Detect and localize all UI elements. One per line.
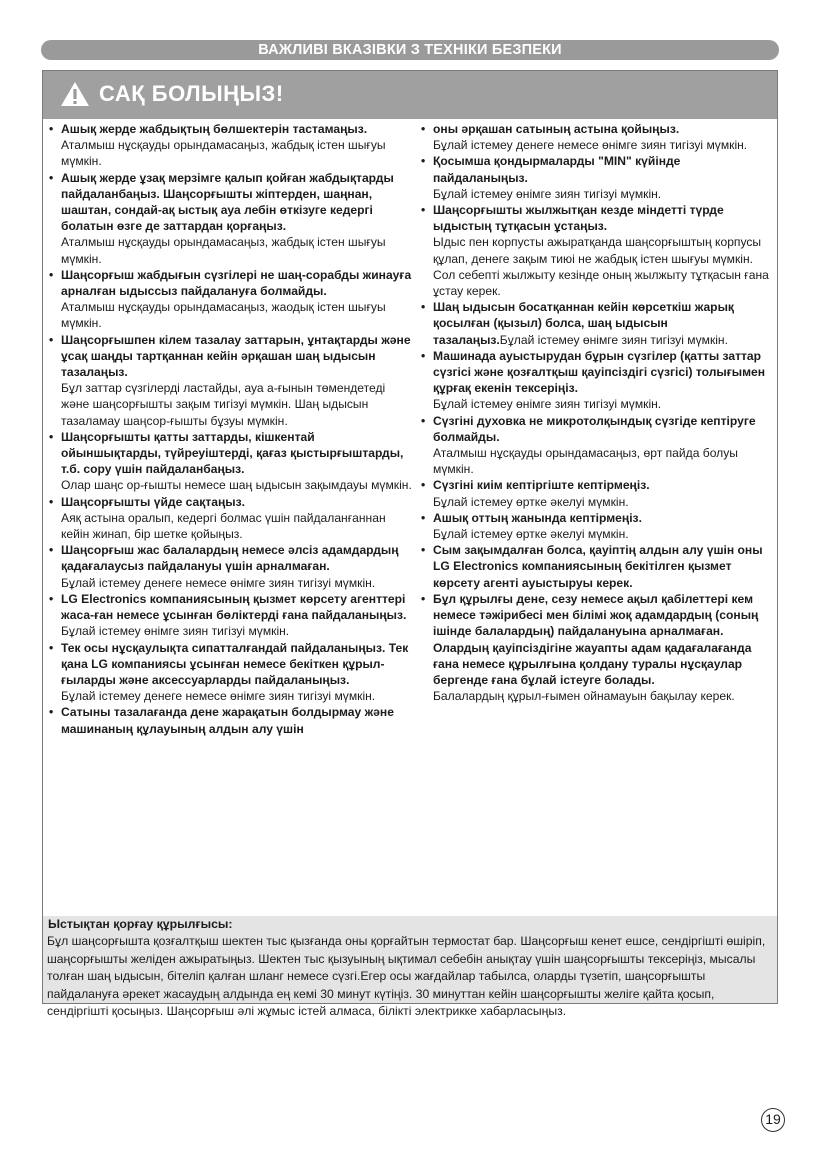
item-heading: Шаңсорғыш жас балалардың немесе әлсіз адамдардың қадағалаусыз пайдалануы үшін арналмаған.: [61, 543, 399, 574]
item-text: Бұлай істемеу денеге немесе өнімге зиян тигізуі мүмкін.: [433, 138, 748, 153]
item-text: Балалардың құрыл-ғымен ойнамауын бақылау керек.: [433, 689, 735, 704]
left-column: [49, 121, 413, 737]
caution-banner: [43, 71, 777, 119]
page-header-title: ВАЖЛИВІ ВКАЗІВКИ З ТЕХНІКИ БЕЗПЕКИ: [258, 42, 562, 58]
item-heading: Шаңсорғышты жылжытқан кезде міндетті түрде ыдыстың тұтқасын ұстаңыз.: [433, 203, 724, 234]
item-heading: LG Electronics компаниясының қызмет көрсету агенттері жаса-ған немесе ұсынған бөліктерді ғана пайдаланыңыз.: [61, 591, 407, 623]
item-heading: Шаңсорғышты қатты заттарды, кішкентай ойыншықтарды, түйреуіштерді, қағаз қыстырғыштарды, т.б. сору үшін пайдаланбаңыз.: [61, 429, 404, 477]
caution-item: • Ашық жерде ұзақ мерзімге қалып қойған жабдықтарды пайдаланбаңыз. Шаңсорғышты жіптерден, шаңнан, шаштан, сондай-ақ ыстық ауа лебін өткізуге кедергі болатын өзге де заттардан қорғаңыз. Аталмыш нұсқауды орындамасаңыз, жабдық істен шығуы мүмкін.: [49, 170, 413, 267]
item-text: Бұл заттар сүзгілерді ластайды, ауа а-ғынын төмендетеді және шаңсорғышты зақым тигізуі мүмкін. Шаң ыдысын тазаламау шаңсор-ғышты бұзуы мүмкін.: [61, 381, 386, 428]
caution-frame: [42, 70, 778, 932]
item-heading: Сүзгіні духовка не микротолқындық сүзгіде кептіруге болмайды.: [433, 413, 756, 444]
item-text: Бұлай істемеу өнімге зиян тигізуі мүмкін.: [499, 332, 728, 347]
item-heading: Бұл құрылғы дене, сезу немесе ақыл қабілеттері кем немесе тәжірибесі мен білімі жоқ адамдардың (соның ішінде балалардың) пайдалануына арналмаған. Олардың қауіпсіздігіне жауапты адам қадағалағанда ғана немесе құрылғына қолдану туралы нұсқаулар бергенде ғана бұлай істеуге болады.: [433, 591, 759, 687]
warning-triangle-icon: [60, 81, 90, 107]
caution-item: • Бұл құрылғы дене, сезу немесе ақыл қабілеттері кем немесе тәжірибесі мен білімі жоқ адамдардың (соның ішінде балалардың) пайдалануына арналмаған. Олардың қауіпсіздігіне жауапты адам қадағалағанда ғана немесе құрылғына қолдану туралы нұсқаулар бергенде ғана бұлай істеуге болады. Балалардың құрыл-ғымен ойнамауын бақылау керек.: [421, 591, 771, 704]
item-heading: Сатыны тазалағанда дене жарақатын болдырмау және машинаның құлауының алдын алу үшін: [61, 705, 394, 736]
caution-item: • Сатыны тазалағанда дене жарақатын болдырмау және машинаның құлауының алдын алу үшін: [49, 704, 413, 736]
caution-item: • Ашық оттың жанында кептірмеңіз. Бұлай істемеу өртке әкелуі мүмкін.: [421, 510, 771, 542]
caution-item: • Шаңсорғышпен кілем тазалау заттарын, ұнтақтарды және ұсақ шаңды тартқаннан кейін әрқашан шаң ыдысын тазалаңыз. Бұл заттар сүзгілерді ластайды, ауа а-ғынын төмендетеді және шаңсорғышты зақым тигізуі мүмкін. Шаң ыдысын тазаламау шаңсор-ғышты бұзуы мүмкін.: [49, 332, 413, 429]
item-heading: Сым зақымдалған болса, қауіптің алдын алу үшін оны LG Electronics компаниясының бекітілген қызмет көрсету агенті ауыстыруы керек.: [433, 543, 763, 590]
item-text: Олар шаңс ор-ғышты немесе шаң ыдысын зақымдауы мүмкін.: [61, 478, 412, 493]
page-header-bar: [41, 40, 779, 60]
item-heading: Машинада ауыстырудан бұрын сүзгілер (қатты заттар сүзгісі және қозғалтқыш қауіпсіздігі сүзгісі) толығымен құрғақ екенін тексеріңіз.: [433, 348, 766, 396]
overheat-protection-title: Ыстықтан қорғау құрылғысы:: [48, 917, 233, 931]
caution-item: • Шаңсорғыш жабдығын сүзгілері не шаң-сорабды жинауға арналған ыдыссыз пайдалануға болмайды. Аталмыш нұсқауды орындамасаңыз, жаодық істен шығуы мүмкін.: [49, 267, 412, 331]
item-text: Бұлай істемеу өнімге зиян тигізуі мүмкін.: [433, 186, 662, 201]
caution-item: • Тек осы нұсқаулықта сипатталғандай пайдаланыңыз. Тек қана LG компаниясы ұсынған немесе бекіткен құрыл-ғыларды және аксессуарларды пайдаланыңыз. Бұлай істемеу денеге немесе өнімге зиян тигізуі мүмкін.: [49, 640, 413, 705]
caution-item: • LG Electronics компаниясының қызмет көрсету агенттері жаса-ған немесе ұсынған бөліктерді ғана пайдаланыңыз. Бұлай істемеу өнімге зиян тигізуі мүмкін.: [49, 591, 413, 640]
right-column: [421, 121, 771, 704]
caution-item: • Ашық жерде жабдықтың бөлшектерін тастамаңыз. Аталмыш нұсқауды орындамасаңыз, жабдық істен шығуы мүмкін.: [49, 121, 413, 170]
caution-item: • Шаң ыдысын босатқаннан кейін көрсеткіш жарық қосылған (қызыл) болса, шаң ыдысын тазалаңыз.Бұлай істемеу өнімге зиян тигізуі мүмкін.: [421, 300, 734, 347]
item-text: Аталмыш нұсқауды орындамасаңыз, жабдық істен шығуы мүмкін.: [61, 138, 386, 169]
item-text: Аталмыш нұсқауды орындамасаңыз, өрт пайда болуы мүмкін.: [433, 446, 738, 477]
caution-title: САҚ БОЛЫҢЫЗ!: [99, 81, 284, 106]
item-heading: Тек осы нұсқаулықта сипатталғандай пайдаланыңыз. Тек қана LG компаниясы ұсынған немесе бекіткен құрыл-ғыларды және аксессуарларды пайдаланыңыз.: [61, 640, 409, 687]
item-heading: Ашық жерде жабдықтың бөлшектерін тастамаңыз.: [61, 122, 368, 136]
item-heading: Шаңсорғышты үйде сақтаңыз.: [61, 494, 245, 509]
caution-item: • Сүзгіні киім кептіргіште кептірмеңіз. Бұлай істемеу өртке әкелуі мүмкін.: [421, 477, 771, 509]
item-heading: Шаңсорғыш жабдығын сүзгілері не шаң-сорабды жинауға арналған ыдыссыз пайдалануға болмайды.: [61, 267, 412, 299]
item-text: Аяқ астына оралып, кедергі болмас үшін пайдаланғаннан кейін жинап, бір шетке қойыңыз.: [61, 510, 386, 542]
item-text: Бұлай істемеу өнімге зиян тигізуі мүмкін.: [433, 397, 662, 412]
caution-item: • оны әрқашан сатының астына қойыңыз. Бұлай істемеу денеге немесе өнімге зиян тигізуі мүмкін.: [421, 121, 771, 153]
page-number: 19: [761, 1108, 785, 1132]
item-text: Бұлай істемеу өртке әкелуі мүмкін.: [433, 527, 629, 542]
caution-item: • Шаңсорғышты үйде сақтаңыз. Аяқ астына оралып, кедергі болмас үшін пайдаланғаннан кейін жинап, бір шетке қойыңыз.: [49, 494, 413, 543]
item-heading: Шаң ыдысын босатқаннан кейін көрсеткіш жарық қосылған (қызыл) болса, шаң ыдысын тазалаңыз.: [433, 300, 734, 347]
caution-item: • Шаңсорғышты жылжытқан кезде міндетті түрде ыдыстың тұтқасын ұстаңыз. Ыдыс пен корпусты ажыратқанда шаңсорғыштың корпусы құлап, денеге зақым тиюі не жабдық істен шығуы мүмкін. Сол себепті жылжыту кезінде оның жылжыту тұтқасын ғана ұстау керек.: [421, 202, 771, 299]
caution-item: • Шаңсорғышты қатты заттарды, кішкентай ойыншықтарды, түйреуіштерді, қағаз қыстырғыштарды, т.б. сору үшін пайдаланбаңыз. Олар шаңс ор-ғышты немесе шаң ыдысын зақымдауы мүмкін.: [49, 429, 412, 493]
item-heading: Шаңсорғышпен кілем тазалау заттарын, ұнтақтарды және ұсақ шаңды тартқаннан кейін әрқашан шаң ыдысын тазалаңыз.: [61, 332, 411, 380]
item-heading: Қосымша қондырмаларды "MIN" күйінде пайдаланыңыз.: [433, 154, 681, 185]
item-text: Аталмыш нұсқауды орындамасаңыз, жабдық істен шығуы мүмкін.: [61, 235, 386, 266]
caution-item: • Қосымша қондырмаларды "MIN" күйінде пайдаланыңыз. Бұлай істемеу өнімге зиян тигізуі мүмкін.: [421, 153, 771, 202]
item-text: Бұлай істемеу денеге немесе өнімге зиян тигізуі мүмкін.: [61, 689, 376, 704]
item-text: Бұлай істемеу өнімге зиян тигізуі мүмкін.: [61, 624, 290, 639]
item-text: Ыдыс пен корпусты ажыратқанда шаңсорғыштың корпусы құлап, денеге зақым тиюі не жабдық істен шығуы мүмкін. Сол себепті жылжыту кезінде оның жылжыту тұтқасын ғана ұстау керек.: [433, 235, 769, 299]
item-heading: оны әрқашан сатының астына қойыңыз.: [433, 122, 680, 136]
overheat-protection-text: Бұл шаңсорғышта қозғалтқыш шектен тыс қызғанда оны қорғайтын термостат бар. Шаңсорғыш кенет ешсе, сендіргішті өшіріп, шаңсорғышты желіден ажыратыңыз. Шектен тыс қызуының ықтимал себебін анықтау үшін шаңсорғышты тексеріңіз, мысалы толған шаң ыдысын, бітеліп қалған шланг немесе сүзгі.Егер осы жағдайлар табылса, оларды түзетіп, шаңсорғышты пайдалануға әрекет жасаудың алдында ең кемі 30 минут күтіңіз. 30 минуттан кейін шаңсорғышты желіге қайта қосып, сендіргішті қосыңыз. Шаңсорғыш әлі жұмыс істей алмаса, білікті электрикке хабарласыңыз.: [47, 934, 766, 1018]
item-text: Бұлай істемеу денеге немесе өнімге зиян тигізуі мүмкін.: [61, 575, 376, 590]
item-heading: Ашық оттың жанында кептірмеңіз.: [433, 510, 642, 525]
item-text: Аталмыш нұсқауды орындамасаңыз, жаодық істен шығуы мүмкін.: [61, 300, 386, 331]
caution-item: • Сүзгіні духовка не микротолқындық сүзгіде кептіруге болмайды. Аталмыш нұсқауды орындамасаңыз, өрт пайда болуы мүмкін.: [421, 413, 771, 478]
caution-item: • Машинада ауыстырудан бұрын сүзгілер (қатты заттар сүзгісі және қозғалтқыш қауіпсіздігі сүзгісі) толығымен құрғақ екенін тексеріңіз. Бұлай істемеу өнімге зиян тигізуі мүмкін.: [421, 348, 771, 413]
caution-item: • Сым зақымдалған болса, қауіптің алдын алу үшін оны LG Electronics компаниясының бекітілген қызмет көрсету агенті ауыстыруы керек.: [421, 542, 771, 591]
caution-item: • Шаңсорғыш жас балалардың немесе әлсіз адамдардың қадағалаусыз пайдалануы үшін арналмаған. Бұлай істемеу денеге немесе өнімге зиян тигізуі мүмкін.: [49, 542, 413, 591]
item-text: Бұлай істемеу өртке әкелуі мүмкін.: [433, 494, 629, 509]
item-heading: Ашық жерде ұзақ мерзімге қалып қойған жабдықтарды пайдаланбаңыз. Шаңсорғышты жіптерден, шаңнан, шаштан, сондай-ақ ыстық ауа лебін өткізуге кедергі болатын өзге де заттардан қорғаңыз.: [61, 170, 394, 234]
item-heading: Сүзгіні киім кептіргіште кептірмеңіз.: [433, 478, 650, 493]
